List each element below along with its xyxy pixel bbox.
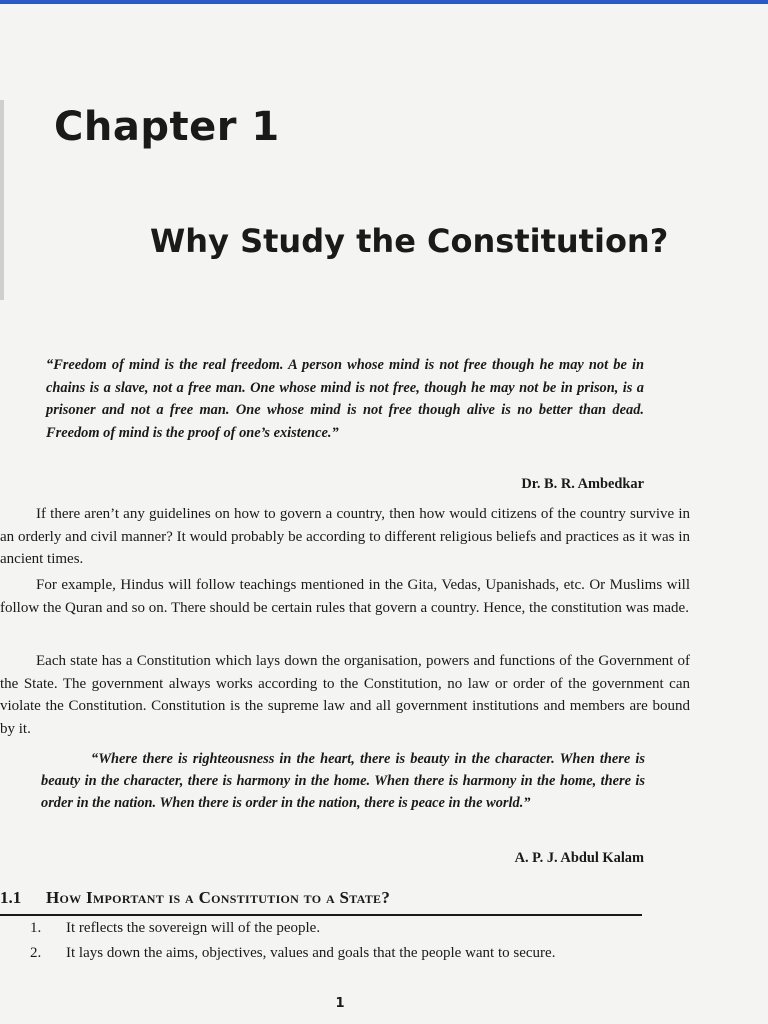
page-top-edge xyxy=(0,0,768,4)
ambedkar-quote: “Freedom of mind is the real freedom. A person whose mind is not free though he may not be in chains is a slave, not a free man. One whose mind is not free, though he may not be in prison, is a prisoner and not a free man. One whose mind is not free though alive is no better than dead. Freedom of mind is the proof of one’s existence.” xyxy=(46,357,644,441)
ambedkar-quote-author: Dr. B. R. Ambedkar xyxy=(521,476,644,492)
list-item-text: It reflects the sovereign will of the people. xyxy=(66,920,321,936)
paragraph-guidelines: If there aren’t any guidelines on how to govern a country, then how would citizens of the country survive in an orderly and civil manner? It would probably be according to different religious beliefs and practices as it was in ancient times. xyxy=(0,506,690,567)
page-number: 1 xyxy=(335,996,345,1011)
section-heading xyxy=(0,886,642,916)
chapter-title: Why Study the Constitution? xyxy=(150,222,669,260)
kalam-quote-author: A. P. J. Abdul Kalam xyxy=(514,850,644,866)
numbered-list xyxy=(0,920,660,970)
section-number: 1.1 xyxy=(0,888,22,907)
section-title: How Important is a Constitution to a State? xyxy=(46,888,391,907)
page-binding-shadow xyxy=(0,100,4,300)
list-item xyxy=(0,920,660,945)
chapter-label: Chapter 1 xyxy=(54,104,280,150)
kalam-quote: “Where there is righteousness in the heart, there is beauty in the character. When there is beauty in the character, there is harmony in the home. When there is harmony in the home, there is order in the nation. When there is order in the nation, there is peace in the world.” xyxy=(41,751,645,811)
list-item-text: It lays down the aims, objectives, values and goals that the people want to secure. xyxy=(66,945,556,961)
list-item xyxy=(0,945,660,970)
paragraph-state-constitution: Each state has a Constitution which lays down the organisation, powers and functions of the Government of the State. The government always works according to the Constitution, no law or order of the government can violate the Constitution. Constitution is the supreme law and all government institutions and members are bound by it. xyxy=(0,653,690,737)
paragraph-example: For example, Hindus will follow teachings mentioned in the Gita, Vedas, Upanishads, etc. Or Muslims will follow the Quran and so on. There should be certain rules that govern a country. Hence, the constitution was made. xyxy=(0,577,690,616)
list-item-number: 2. xyxy=(30,945,42,961)
list-item-number: 1. xyxy=(30,920,42,936)
